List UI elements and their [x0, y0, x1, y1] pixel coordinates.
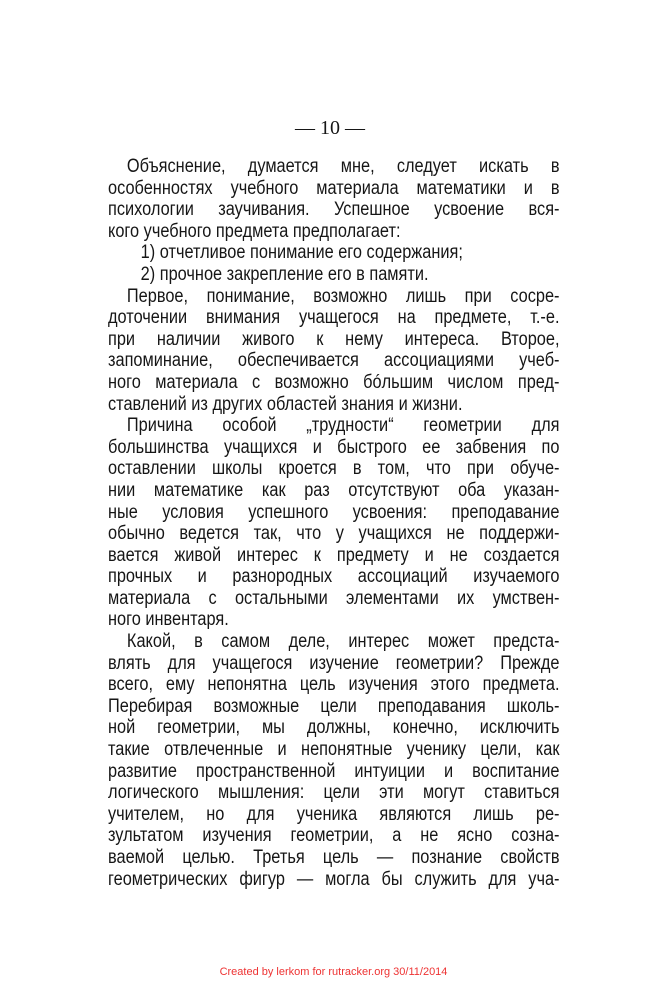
text-line: кого учебного предмета предполагает: — [108, 220, 401, 242]
text-line: ставлений из других областей знания и жизни. — [108, 393, 463, 415]
text-line: влять для учащегося изучение геометрии? Прежде — [108, 652, 560, 674]
text-line: развитие пространственной интуиции и воспитание — [108, 760, 560, 782]
text-line: логического мышления: цели эти могут ставиться — [108, 782, 560, 804]
page-number: — 10 — — [295, 117, 365, 139]
watermark: Created by lerkom for rutracker.org 30/11/2014 — [219, 966, 448, 978]
text-line: ваемой целью. Третья цель — познание свойств — [108, 847, 560, 868]
text-line: ного инвентаря. — [108, 609, 229, 631]
text-line: материала с остальными элементами их умствен- — [108, 587, 560, 609]
text-line: ного материала с возможно бóльшим числом пред- — [108, 371, 560, 393]
text-line: вается живой интерес к предмету и не создается — [108, 544, 560, 566]
text-line: доточении внимания учащегося на предмете, т.-е. — [108, 307, 560, 329]
text-line: ные условия успешного усвоения: преподавание — [108, 501, 560, 523]
text-line: 2) прочное закрепление его в памяти. — [140, 263, 429, 285]
text-line: Первое, понимание, возможно лишь при сосре- — [126, 285, 560, 307]
text-line: Перебирая возможные цели преподавания школь- — [108, 695, 560, 717]
text-line: такие отвлеченные и непонятные ученику цели, как — [108, 739, 560, 761]
text-line: прочных и разнородных ассоциаций изучаемого — [108, 566, 560, 588]
text-line: геометрических фигур — могла бы служить для уча- — [108, 868, 560, 890]
text-line: учителем, но для ученика являются лишь ре- — [108, 803, 560, 825]
text-line: Объяснение, думается мне, следует искать в — [126, 156, 560, 177]
text-line: Причина особой „трудности“ геометрии для — [126, 415, 560, 437]
text-line: оставлении школы кроется в том, что при обуче- — [108, 458, 560, 480]
text-line: зультатом изучения геометрии, а не ясно созна- — [108, 825, 560, 847]
book-page — [108, 116, 560, 890]
text-line: обычно ведется так, что у учащихся не поддержи- — [108, 523, 560, 545]
text-line: ной геометрии, мы должны, конечно, исключить — [108, 717, 560, 739]
text-line: Какой, в самом деле, интерес может предста- — [126, 631, 560, 653]
page-body — [108, 156, 560, 890]
text-line: 1) отчетливое понимание его содержания; — [140, 242, 463, 264]
text-line: нии математике как раз отсутствуют оба указан- — [108, 479, 560, 501]
text-line: психологии заучивания. Успешное усвоение вся- — [108, 199, 560, 221]
text-line: всего, ему непонятна цель изучения этого предмета. — [108, 674, 560, 696]
text-line: большинства учащихся и быстрого ее забвения по — [108, 436, 560, 458]
text-line: запоминание, обеспечивается ассоциациями учеб- — [108, 350, 560, 372]
text-line: при наличии живого к нему интереса. Второе, — [108, 328, 560, 350]
text-line: особенностях учебного материала математики и в — [108, 177, 560, 199]
